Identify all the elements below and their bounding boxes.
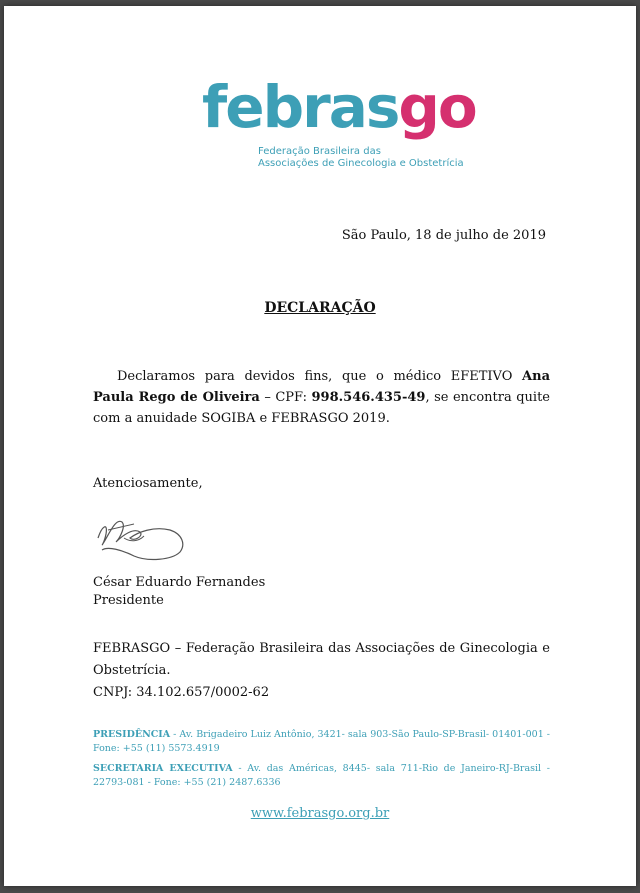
logo-wordmark — [202, 73, 476, 141]
document-date: São Paulo, 18 de julho de 2019 — [341, 228, 546, 243]
footer-secretariat — [93, 762, 550, 790]
footer-presidency-label: PRESIDÊNCIA — [93, 729, 171, 740]
signer-block — [93, 574, 265, 610]
declaration-paragraph — [93, 366, 550, 429]
footer-presidency-text: - Av. Brigadeiro Luiz Antônio, 3421- sala 903-São Paulo-SP-Brasil- 01401-001 - Fone: +55 (11) 5573.4919 — [93, 729, 550, 754]
logo-word-teal: febras — [202, 73, 399, 141]
organization-block — [93, 638, 550, 704]
logo-tagline-line2: Associações de Ginecologia e Obstetrícia — [258, 158, 464, 169]
declaration-text-1: Declaramos para devidos fins, que o médico EFETIVO — [117, 369, 523, 384]
footer-presidency — [93, 728, 550, 756]
signer-name: César Eduardo Fernandes — [93, 575, 266, 590]
footer-secretariat-text: - Av. das Américas, 8445- sala 711-Rio de Janeiro-RJ-Brasil - 22793-081 - Fone: +55 (21) 2487.6336 — [93, 763, 550, 788]
organization-name: FEBRASGO – Federação Brasileira das Associações de Ginecologia e Obstetrícia. — [93, 641, 550, 678]
handwritten-signature — [94, 508, 189, 563]
logo-tagline-line1: Federação Brasileira das — [258, 146, 381, 157]
logo-tagline — [258, 146, 464, 170]
document-page — [4, 6, 636, 886]
document-title: DECLARAÇÃO — [264, 300, 376, 316]
footer-secretariat-label: SECRETARIA EXECUTIVA — [93, 763, 233, 774]
febrasgo-logo — [202, 73, 476, 178]
greeting: Atenciosamente, — [93, 476, 203, 491]
logo-word-pink: go — [398, 73, 476, 141]
declaration-cpf: 998.546.435-49 — [311, 390, 426, 405]
declaration-text-3: , se encontra quite com a anuidade SOGIBA e FEBRASGO 2019. — [93, 390, 550, 426]
organization-cnpj: CNPJ: 34.102.657/0002-62 — [93, 685, 270, 700]
declaration-text-2: – CPF: — [259, 390, 312, 405]
website-link[interactable]: www.febrasgo.org.br — [250, 806, 390, 821]
declaration-name: Ana Paula Rego de Oliveira — [93, 369, 550, 405]
signer-role: Presidente — [93, 593, 164, 608]
